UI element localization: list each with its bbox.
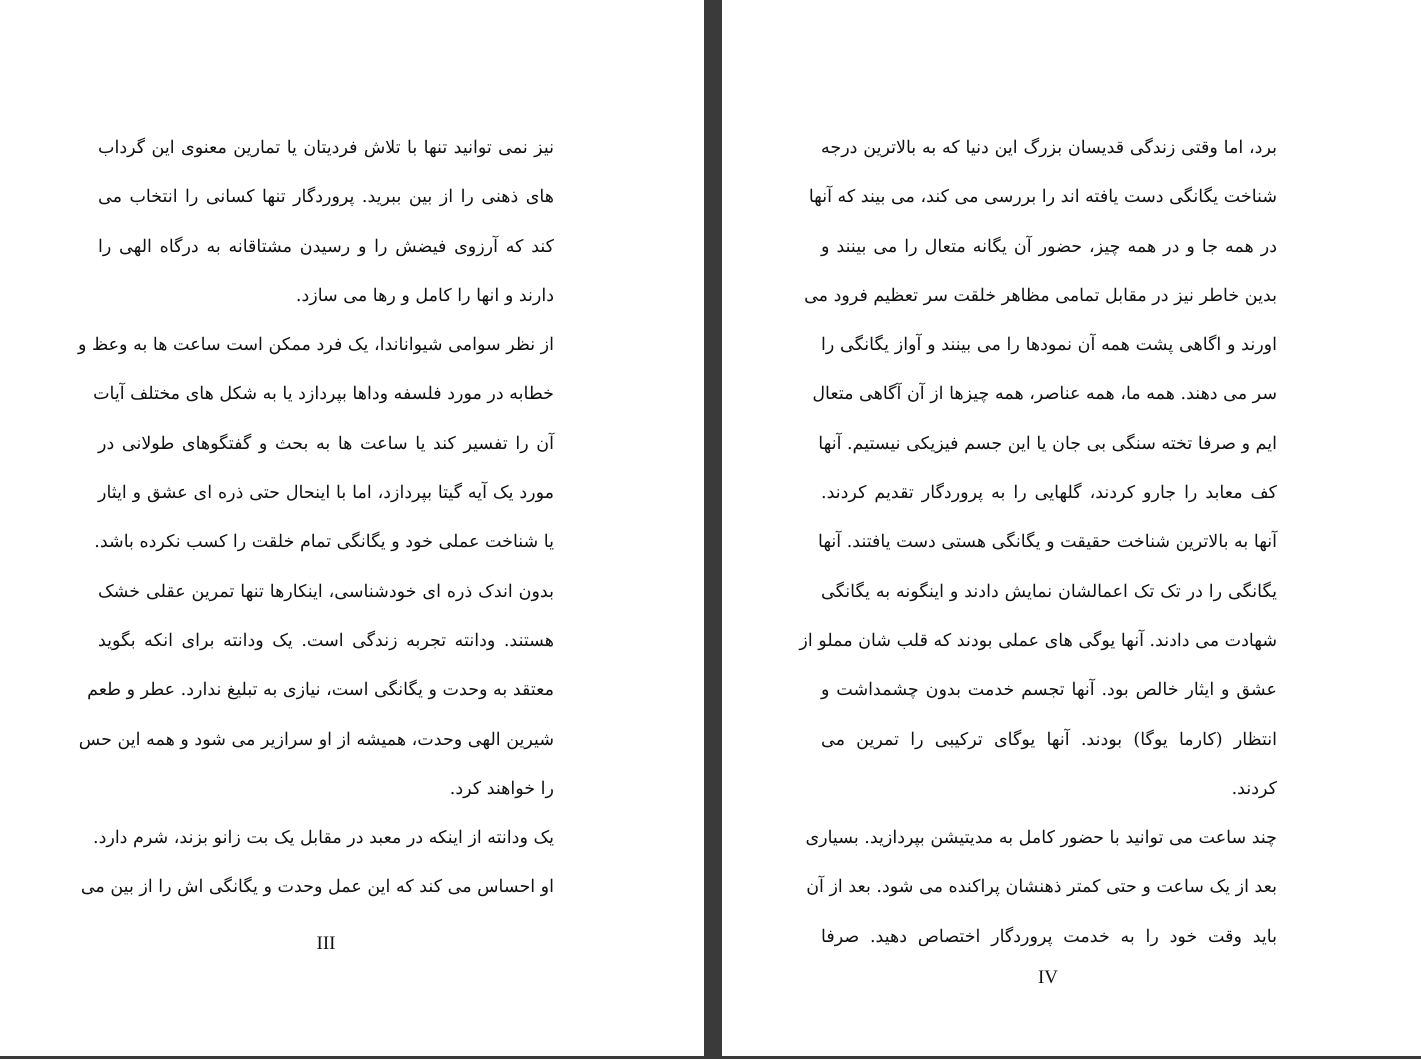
- text-line: شناخت یگانگی دست یافته اند را بررسی می کند، می بیند که آنها: [808, 187, 1277, 208]
- text-line: معتقد به وحدت و یگانگی است، نیازی به تبلیغ ندارد. عطر و طعم: [87, 680, 554, 701]
- text-line: بدین خاطر نیز در مقابل تمامی مظاهر خلقت سر تعظیم فرود می: [804, 285, 1277, 306]
- text-line: باید وقت خود را به خدمت پروردگار اختصاص دهید. صرفا: [821, 926, 1277, 947]
- text-line: های ذهنی را از بین ببرید. پروردگار تنها کسانی را انتخاب می: [98, 187, 554, 208]
- right-page-text: [799, 124, 1277, 962]
- text-line: خطابه در مورد فلسفه وداها بپردازد یا به شکل های مختلف آیات: [93, 384, 554, 405]
- text-line: دارند و انها را کامل و رها می سازد.: [295, 285, 554, 306]
- text-line: کف معابد را جارو کردند، گلهایی را به پروردگار تقدیم کردند.: [821, 483, 1277, 504]
- text-line: بعد از یک ساعت و حتی کمتر ذهنشان پراکنده می شود. بعد از آن: [806, 877, 1277, 898]
- text-line: یک ودانته از اینکه در معبد در مقابل یک بت زانو بزند، شرم دارد.: [93, 828, 554, 849]
- text-line: در همه جا و در همه چیز، حضور آن یگانه متعال را می بینند و: [821, 236, 1277, 257]
- text-line: یا شناخت عملی خود و یگانگی تمام خلقت را کسب نکرده باشد.: [94, 532, 554, 553]
- text-line: شیرین الهی وحدت، همیشه از او سرازیر می شود و همه این حس: [78, 729, 554, 750]
- text-line: او احساس می کند که این عمل وحدت و یگانگی اش را از بین می: [80, 877, 554, 898]
- text-line: مورد یک آیه گیتا بپردازد، اما با اینحال حتی ذره ای عشق و ایثار: [98, 483, 554, 504]
- text-line: چند ساعت می توانید با حضور کامل به مدیتیشن بپردازید. بسیاری: [805, 828, 1277, 849]
- text-line: را خواهند کرد.: [449, 778, 554, 799]
- text-line: آن را تفسیر کند یا ساعت ها به بحث و گفتگوهای طولانی در: [98, 433, 554, 454]
- text-line: نیز نمی توانید تنها با تلاش فردیتان یا تمارین معنوی این گرداب: [98, 138, 554, 158]
- text-line: کند که آرزوی فیضش را و رسیدن مشتاقانه به درگاه الهی را: [98, 236, 554, 257]
- text-line: آنها به بالاترین شناخت حقیقت و یگانگی هستی دست یافتند. آنها: [818, 532, 1277, 553]
- text-line: برد، اما وقتی زندگی قدیسان بزرگ این دنیا که به بالاترین درجه: [821, 138, 1277, 158]
- text-line: یگانگی را در تک تک اعمالشان نمایش دادند و اینگونه به یگانگی: [821, 581, 1277, 602]
- page-number: III: [316, 933, 336, 954]
- left-page: [0, 0, 704, 1056]
- text-line: انتظار (کارما یوگا) بودند. آنها یوگای ترکیبی را تمرین می: [821, 729, 1277, 750]
- text-line: هستند. ودانته تجربه زندگی است. یک ودانته برای انکه بگوید: [98, 630, 554, 651]
- page-number: IV: [1037, 967, 1059, 988]
- text-line: ایم و صرفا تخته سنگی بی جان یا این جسم فیزیکی نیستیم. آنها: [818, 433, 1277, 454]
- text-line: سر می دهند. همه ما، همه عناصر، همه چیزها از آن آگاهی متعال: [812, 384, 1277, 405]
- left-page-text: [77, 124, 554, 913]
- text-line: عشق و ایثار خالص بود. آنها تجسم خدمت بدون چشمداشت و: [821, 680, 1277, 701]
- book-spine-divider: [704, 0, 722, 1059]
- text-line: کردند.: [1231, 778, 1277, 799]
- text-line: شهادت می دادند. آنها یوگی های عملی بودند که قلب شان مملو از: [799, 630, 1277, 651]
- text-line: اورند و اگاهی پشت همه آن نمودها را می بینند و آواز یگانگی را: [821, 335, 1277, 356]
- text-line: بدون اندک ذره ای خودشناسی، اینکارها تنها تمرین عقلی خشک: [98, 581, 554, 602]
- text-line: از نظر سوامی شیواناندا، یک فرد ممکن است ساعت ها به وعظ و: [77, 335, 554, 356]
